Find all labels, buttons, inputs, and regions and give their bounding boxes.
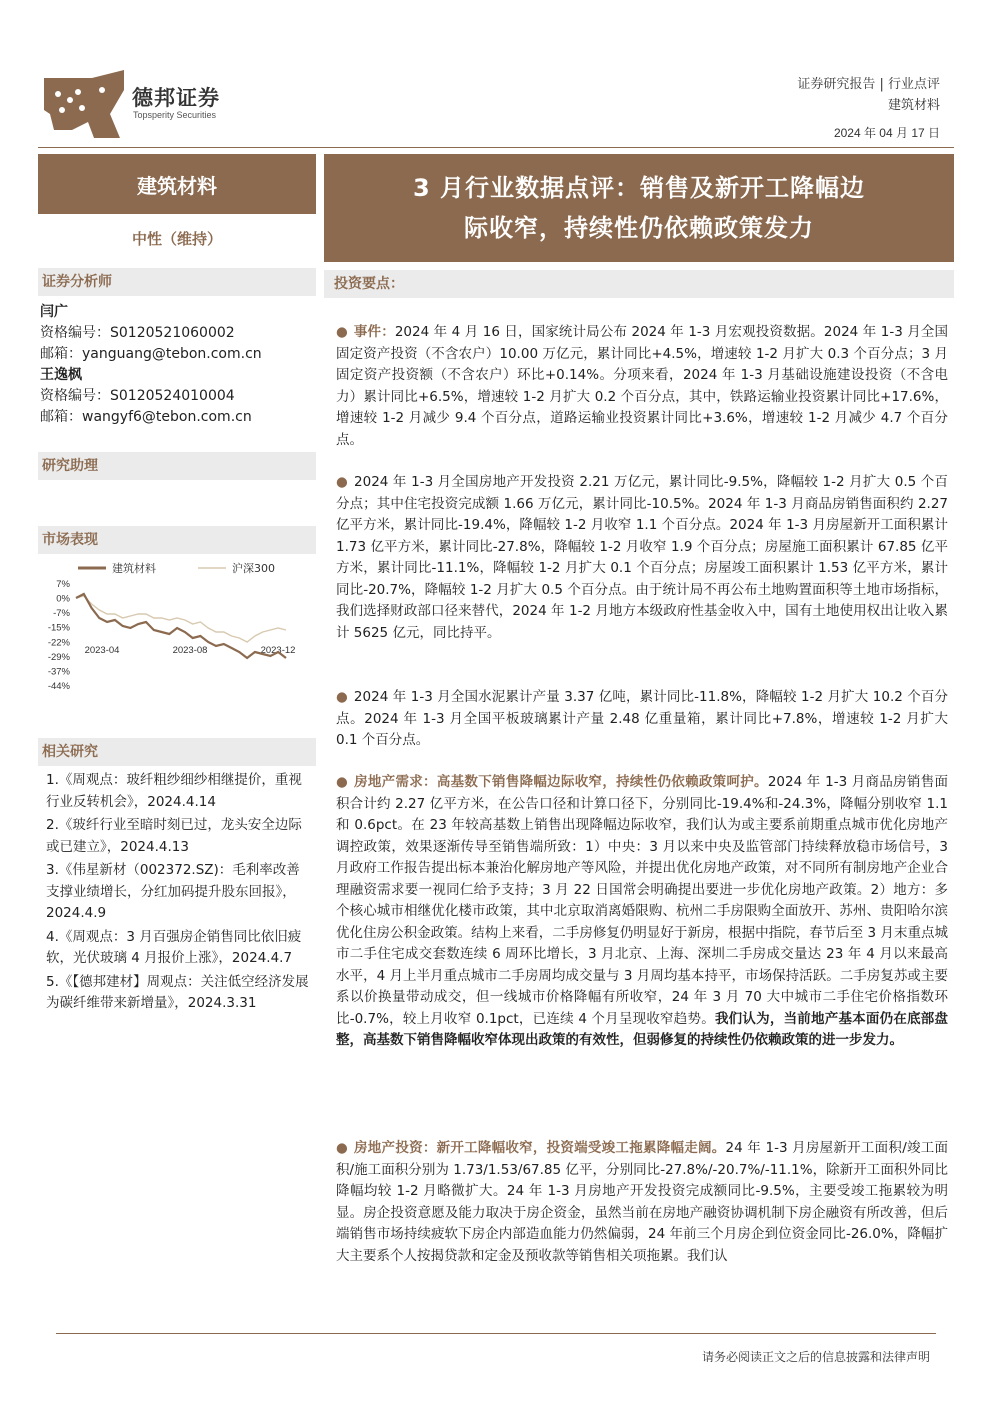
key-points-header: 投资要点： [324, 270, 954, 298]
footer-disclaimer[interactable]: 请务必阅读正文之后的信息披露和法律声明 [701, 1350, 930, 1364]
related-header: 相关研究 [38, 738, 316, 766]
analyst-name: 闫广 [40, 304, 68, 320]
related-item[interactable]: 5.《【德邦建材】周观点：关注低空经济发展为碳纤维带来新增量》，2024.3.31 [46, 973, 309, 1011]
paragraph-text: 24 年 1-3 月房屋新开工面积/竣工面积/施工面积分别为 1.73/1.53/67.85 亿平，分别同比-27.8%/-20.7%/-11.1%，除新开工面积外同比降幅均较 1-2 月略微扩大。24 年 1-3 月房地产开发投资完成额同比-9.5%，主要受竣工拖累较为明显。房企投资意愿及能力取决于房企资金，虽然当前在房地产融资协调机制下房企融资有所改善，但后端销售市场持续疲软下房企内部造血能力仍然偏弱，24 年前三个月房企到位资金同比-26.0%，降幅扩大主要系个人按揭贷款和定金及预收款等销售相关项拖累。我们认 [336, 1140, 949, 1264]
paragraph-text: 2024 年 4 月 16 日，国家统计局公布 2024 年 1-3 月宏观投资数据。2024 年 1-3 月全国固定资产投资（不含农户）10.00 万亿元，累计同比+4.5%，增速较 1-2 月扩大 0.3 个百分点；3 月固定资产投资额（不含农户）环比+0.14%。分项来看，2024 年 1-3 月基础设施建设投资（不含电力）累计同比+6.5%，增速较 1-2 月扩大 0.2 个百分点，其中，铁路运输业投资累计同比+17.6%，增速较 1-2 月减少 9.4 个百分点，道路运输业投资累计同比+3.6%，增速较 1-2 月减少 4.7 个百分点。 [336, 324, 948, 448]
market-performance-chart [38, 558, 316, 698]
related-item[interactable]: 4.《周观点：3 月百强房企销售同比依旧疲软，光伏玻璃 4 月报价上涨》，2024.4.7 [46, 928, 302, 966]
related-item[interactable]: 3.《伟星新材（002372.SZ)：毛利率改善支撑业绩增长，分红加码提升股东回报》，2024.4.9 [46, 862, 300, 921]
brand-logo [44, 70, 124, 138]
paragraph-lead: 房地产需求：高基数下销售降幅边际收窄，持续性仍依赖政策呵护。 [354, 774, 768, 790]
y-tick-label: 0% [56, 593, 70, 605]
paragraph-text: 2024 年 1-3 月商品房销售面积合计约 2.27 亿平方米，在公告口径和计算口径下，分别同比-19.4%和-24.3%，降幅分别收窄 1.1 和 0.6pct。在 23 年较高基数上销售出现降幅边际收窄，我们认为或主要系前期重点城市优化房地产调控政策，效果逐渐传导至销售端所致：1）中央：3 月以来中央及监管部门持续释放稳市场信号，3 月政府工作报告提出标本兼治化解房地产等风险，并提出优化房地产政策，对不同所有制房地产企业合理融资需求要一视同仁给予支持；3 月 22 日国常会明确提出要进一步优化房地产政策。2）地方：多个核心城市相继优化楼市政策，其中北京取消离婚限购、杭州二手房限购全面放开、苏州、贵阳哈尔滨优化住房公积金政策。结构上来看，二手房修复仍明显好于新房，根据中指院，春节后至 3 月末重点城市二手住宅成交套数连续 6 周环比增长，3 月北京、上海、深圳二手房成交量达 23 年 4 月以来最高水平，4 月上半月重点城市二手房周均成交量与 3 月周均基本持平，市场保持活跃。二手房复苏或主要系以价换量带动成交，但一线城市价格降幅有所收窄，24 年 3 月 70 大中城市二手住宅价格指数环比-0.7%，较上月收窄 0.1pct，已连续 4 个月呈现收窄趋势。 [336, 774, 949, 1027]
bullet-icon: ● [336, 324, 348, 340]
legend-label: 建筑材料 [112, 562, 156, 575]
related-research-list [46, 770, 312, 1017]
paragraph-conclusion: 我们认为，当前地产基本面仍在底部盘整，高基数下销售降幅收窄体现出政策的有效性，但弱修复的持续性仍依赖政策的进一步发力。 [336, 1010, 949, 1048]
paragraph-real-estate-data [336, 472, 948, 644]
report-meta [797, 74, 940, 116]
y-tick-label: -29% [47, 651, 70, 663]
analyst-cert: 资格编号：S0120521060002 [40, 325, 235, 341]
analyst-cert: 资格编号：S0120524010004 [40, 388, 235, 404]
paragraph-demand [336, 772, 948, 1052]
y-tick-label: -15% [47, 622, 70, 634]
analyst-header: 证券分析师 [38, 268, 316, 296]
report-type: 证券研究报告 | 行业点评 [797, 77, 940, 92]
related-item[interactable]: 1.《周观点：玻纤粗纱细纱相继提价，重视行业反转机会》，2024.4.14 [46, 772, 302, 810]
title-line-1: 3 月行业数据点评：销售及新开工降幅边 [412, 174, 866, 202]
report-title [324, 154, 954, 262]
related-item[interactable]: 2.《玻纤行业至暗时刻已过，龙头安全边际或已建立》，2024.4.13 [46, 817, 302, 855]
paragraph-cement-glass [336, 687, 948, 752]
footer-divider [56, 1333, 936, 1334]
paragraph-lead: 事件： [353, 324, 395, 340]
x-tick-label: 2023-08 [172, 645, 208, 656]
bullet-icon: ● [336, 1140, 349, 1156]
paragraph-text: 2024 年 1-3 月全国房地产开发投资 2.21 万亿元，累计同比-9.5%，降幅较 1-2 月扩大 0.5 个百分点；其中住宅投资完成额 1.66 万亿元，累计同比-10.5%。2024 年 1-3 月商品房销售面积约 2.27 亿平方米，累计同比-19.4%，降幅较 1-2 月收窄 1.1 个百分点。2024 年 1-3 月房屋新开工面积累计 1.73 亿平方米，累计同比-27.8%，降幅较 1-2 月收窄 1.9 个百分点；房屋施工面积累计 67.85 亿平方米，累计同比-11.1%，降幅较 1-2 月扩大 0.1 个百分点；房屋竣工面积累计 1.53 亿平方米，累计同比-20.7%，降幅较 1-2 月扩大 0.5 个百分点。由于统计局不再公布土地购置面积等土地市场指标，我们选择财政部口径来替代，2024 年 1-2 月地方本级政府性基金收入中，国有土地使用权出让收入累计 5625 亿元，同比持平。 [336, 474, 949, 641]
legend-label: 沪深300 [232, 562, 275, 575]
analyst-email[interactable]: 邮箱：wangyf6@tebon.com.cn [40, 409, 252, 425]
report-date: 2024 年 04 月 17 日 [833, 126, 940, 140]
paragraph-investment [336, 1138, 948, 1267]
y-tick-label: -22% [47, 637, 70, 649]
assistant-header: 研究助理 [38, 452, 316, 480]
paragraph-lead: 房地产投资：新开工降幅收窄，投资端受竣工拖累降幅走阔。 [354, 1140, 726, 1156]
y-tick-label: -37% [47, 666, 70, 678]
paragraph-event [336, 322, 948, 451]
sector-title: 建筑材料 [38, 154, 316, 214]
brand-name-en: Topsperity Securities [133, 110, 217, 120]
x-tick-label: 2023-04 [84, 645, 120, 656]
analyst-block [40, 302, 262, 428]
y-tick-label: -44% [47, 681, 70, 692]
brand-name-cn: 德邦证券 [132, 86, 220, 110]
x-tick-label: 2023-12 [260, 645, 296, 656]
bullet-icon: ● [336, 474, 349, 490]
header-divider [38, 147, 954, 148]
analyst-email[interactable]: 邮箱：yanguang@tebon.com.cn [40, 346, 262, 362]
market-header: 市场表现 [38, 526, 316, 554]
bullet-icon: ● [336, 774, 349, 790]
report-sector: 建筑材料 [887, 98, 940, 113]
paragraph-text: 2024 年 1-3 月全国水泥累计产量 3.37 亿吨，累计同比-11.8%，降幅较 1-2 月扩大 10.2 个百分点。2024 年 1-3 月全国平板玻璃累计产量 2.48 亿重量箱，累计同比+7.8%，增速较 1-2 月扩大 0.1 个百分点。 [336, 689, 949, 748]
y-tick-label: -7% [53, 608, 70, 620]
series-line-benchmark [76, 596, 286, 642]
y-tick-label: 7% [56, 579, 70, 590]
rating: 中性（维持） [131, 230, 222, 248]
title-line-2: 际收窄，持续性仍依赖政策发力 [464, 214, 814, 242]
bullet-icon: ● [336, 689, 348, 705]
analyst-name: 王逸枫 [40, 367, 82, 383]
